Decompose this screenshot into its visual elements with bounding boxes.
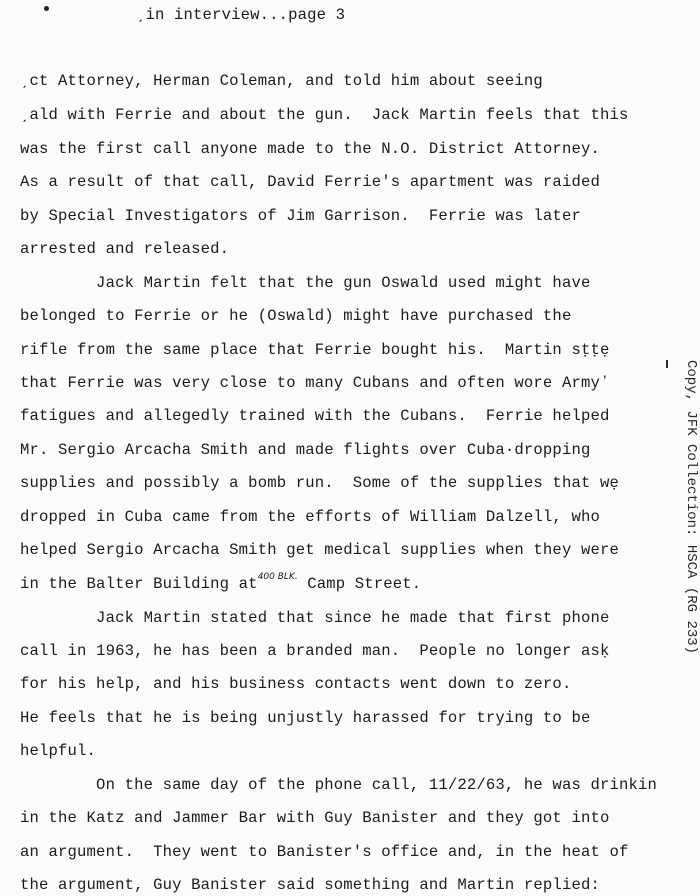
body-line: helped Sergio Arcacha Smith get medical supplies when they were bbox=[20, 541, 619, 559]
body-line: was the first call anyone made to the N.O. District Attorney. bbox=[20, 140, 600, 158]
body-line: Jack Martin stated that since he made that first phone bbox=[20, 609, 610, 627]
body-line: dropped in Cuba came from the efforts of William Dalzell, who bbox=[20, 508, 600, 526]
body-line: belonged to Ferrie or he (Oswald) might have purchased the bbox=[20, 307, 572, 325]
body-line: the argument, Guy Banister said something and Martin replied: bbox=[20, 876, 600, 894]
body-line: supplies and possibly a bomb run. Some of the supplies that wẹ bbox=[20, 474, 619, 492]
handwritten-annotation: 400 BLK. bbox=[257, 572, 298, 582]
body-line: On the same day of the phone call, 11/22/63, he was drinkin bbox=[20, 776, 658, 794]
balter-text-after: Camp Street. bbox=[297, 575, 422, 593]
ink-dot bbox=[44, 6, 49, 11]
collection-stamp: Copy, JFK Collection: HSCA (RG 233) bbox=[683, 360, 699, 655]
body-line: arrested and released. bbox=[20, 240, 230, 258]
balter-text-before: in the Balter Building at bbox=[20, 575, 258, 593]
body-line: Jack Martin felt that the gun Oswald used might have bbox=[20, 274, 591, 292]
body-line: an argument. They went to Banister's office and, in the heat of bbox=[20, 843, 629, 861]
body-line: by Special Investigators of Jim Garrison. Ferrie was later bbox=[20, 207, 581, 225]
body-line: ˏct Attorney, Herman Coleman, and told him about seeing bbox=[20, 72, 543, 90]
page-header: ˏin interview...page 3 bbox=[136, 6, 346, 24]
body-line-balter bbox=[20, 574, 421, 596]
body-line: fatigues and allegedly trained with the Cubans. Ferrie helped bbox=[20, 407, 610, 425]
body-line: He feels that he is being unjustly harassed for trying to be bbox=[20, 709, 591, 727]
body-line: As a result of that call, David Ferrie's apartment was raided bbox=[20, 173, 600, 191]
body-line: ˏald with Ferrie and about the gun. Jack Martin feels that this bbox=[20, 106, 629, 124]
body-line: for his help, and his business contacts went down to zero. bbox=[20, 675, 572, 693]
body-line: rifle from the same place that Ferrie bought his. Martin sṭṭẹ bbox=[20, 341, 610, 359]
ink-mark bbox=[666, 360, 668, 368]
body-line: helpful. bbox=[20, 742, 97, 760]
body-line: that Ferrie was very close to many Cubans and often wore Armyʼ bbox=[20, 374, 610, 392]
body-line: in the Katz and Jammer Bar with Guy Banister and they got into bbox=[20, 809, 610, 827]
body-line: Mr. Sergio Arcacha Smith and made flights over Cuba·dropping bbox=[20, 441, 591, 459]
body-line: call in 1963, he has been a branded man. People no longer asḳ bbox=[20, 642, 610, 660]
